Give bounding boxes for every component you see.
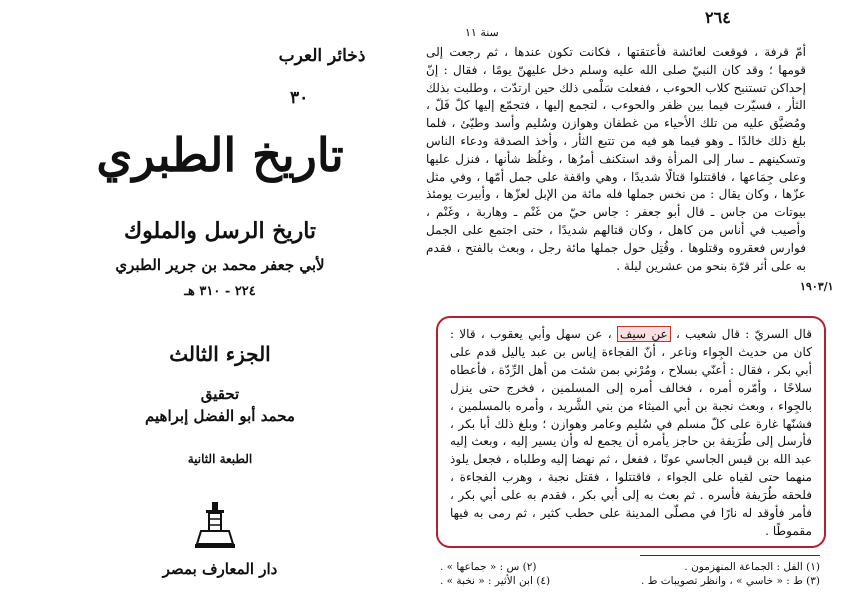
footnote: (٤) ابن الأثير : « نخبة » . <box>440 575 551 587</box>
year-heading: سنة ١١ <box>465 26 499 39</box>
series-number: ٣٠ <box>290 88 309 108</box>
series-name: ذخائر العرب <box>278 46 366 66</box>
author-dates: ٢٢٤ - ٣١٠ هـ <box>184 284 256 299</box>
highlight-paragraph <box>450 326 812 541</box>
text-page <box>410 0 843 614</box>
highlighted-passage <box>450 326 812 541</box>
body-text <box>426 44 806 275</box>
book-subtitle: تاريخ الرسل والملوك <box>123 218 317 244</box>
book-title: تاريخ الطبري <box>96 128 344 182</box>
footnote: (١) الفل : الجماعة المنهزمون . <box>684 561 820 573</box>
author-name: لأبي جعفر محمد بن جرير الطبري <box>115 256 325 274</box>
margin-reference: ١٩٠٣/١ <box>800 280 834 293</box>
footnotes <box>440 560 820 588</box>
passage-text: ، عن سهل وأبي يعقوب ، قالا : كان من حديث الجِواء وناعر ، أنّ الفجاءة إياس بن عبد ياليل قدم على أبي بكر ، فقال : أعنّي بسلاح ، ومُرْني بمن شئت من أهل الرِّدّة ، فأعطاه سلاحًا ، وأمّره أمره ، فخالف أمره إلى المسلمين ، فخرج حتى ينزل بالجِواء ، وبعث نجبة بن أبي الميثاء من بني الشَّريد ، وأمره بالمسلمين ، فشنّها غارة على كلّ مسلم في سُليم وعامر وهوازن ؛ وبلغ ذلك أبا بكر ، فأرسل إلى طُرَيفة بن حاجز يأمره أن يجمع له وأن يسير إليه ، وبعث إليه عبد الله بن قيس الجاسي عونًا ، ففعل ، ثم نهضا إليه وطلباه ، فجعل يلوذ منهما حتى لقياه على الجواء ، فاقتتلوا ، فقتل نجبة ، وهرب الفجاءة ، فلحقه طُرَيفة فأسره . ثم بعث به إلى أبي بكر ، فقدم به على أبي بكر ، فأمر فأوقد له نارًا في مصلّى المدينة على حطب كثير ، ثم رمى به فيها مقموطًا . <box>450 327 812 538</box>
publisher-name: دار المعارف بمصر <box>162 560 278 578</box>
footnote-row <box>440 574 820 588</box>
footnote: (٢) س : « جماعها » . <box>440 561 537 573</box>
tahqiq-label: تحقيق <box>200 385 240 403</box>
title-page <box>0 0 410 614</box>
volume-label: الجزء الثالث <box>169 342 271 366</box>
editor-name: محمد أبو الفضل إبراهيم <box>145 407 295 425</box>
footnote-row <box>440 560 820 574</box>
isnad-lead: قال السريّ : قال شعيب ، <box>670 327 812 341</box>
edition-label: الطبعة الثانية <box>187 452 253 466</box>
marked-narrator: عن سيف <box>617 326 671 342</box>
page-number: ٢٦٤ <box>705 8 731 27</box>
footnote-divider <box>640 555 820 556</box>
footnote: (٣) ط : « خاسي » ، وانظر تصويبات ط . <box>641 575 820 587</box>
paragraph: أمّ قرفة ، فوقعت لعائشة فأعتقتها ، فكانت تكون عندها ، ثم رجعت إلى قومها ؛ وقد كان النبيّ صلى الله عليه وسلم دخل عليهنّ يومًا ، فقال : إنّ إحداكن تستنبح كلاب الحوءب ، ففعلت سَلْمى ذلك حين ارتدّت ، وطلبت بذلك الثأر ، فسيّرت فيما بين ظفر والحوءب ، لتجمع إليها ، فتجمّع إليها كلّ فَلّ ، ومُضيَّق عليه من تلك الأحياء من غطفان وهوازن وسُليم وأسد وطيّئ ، فلما بلغ ذلك خالدًا ـ وهو فيما هو فيه من تتبع الثأر ، وأخذ الصدقة ودعاء الناس وتسكينهم ـ سار إلى المرأة وقد استكنف أمرُها ، وغلُظ شأنها ، فنزل عليها وعلى جِمَاعها ، فاقتتلوا قتالًا شديدًا ، وهي واقفة على جمل أمّها ، وفي مثل عزّها ، وكان يقال : من نخس جملها فله مائة من الإبل لعزّها ، وأبيرت يومئذ بيوتات من جاس ـ قال أبو جعفر : جاس حيّ من غَنْم ـ وهاربة ، وغَنْم ، وأصيب في أناس من كاهل ، وكان قتالهم شديدًا ، حتى اجتمع على الجمل فوارس فعقروه وقتلوها . وقُتِل حول جملها مائة رجل ، وبعث بالفتح ، فقدم به على أثر قرّة بنحو من عشرين ليلة . <box>426 45 806 273</box>
publisher-logo-icon <box>193 500 237 552</box>
